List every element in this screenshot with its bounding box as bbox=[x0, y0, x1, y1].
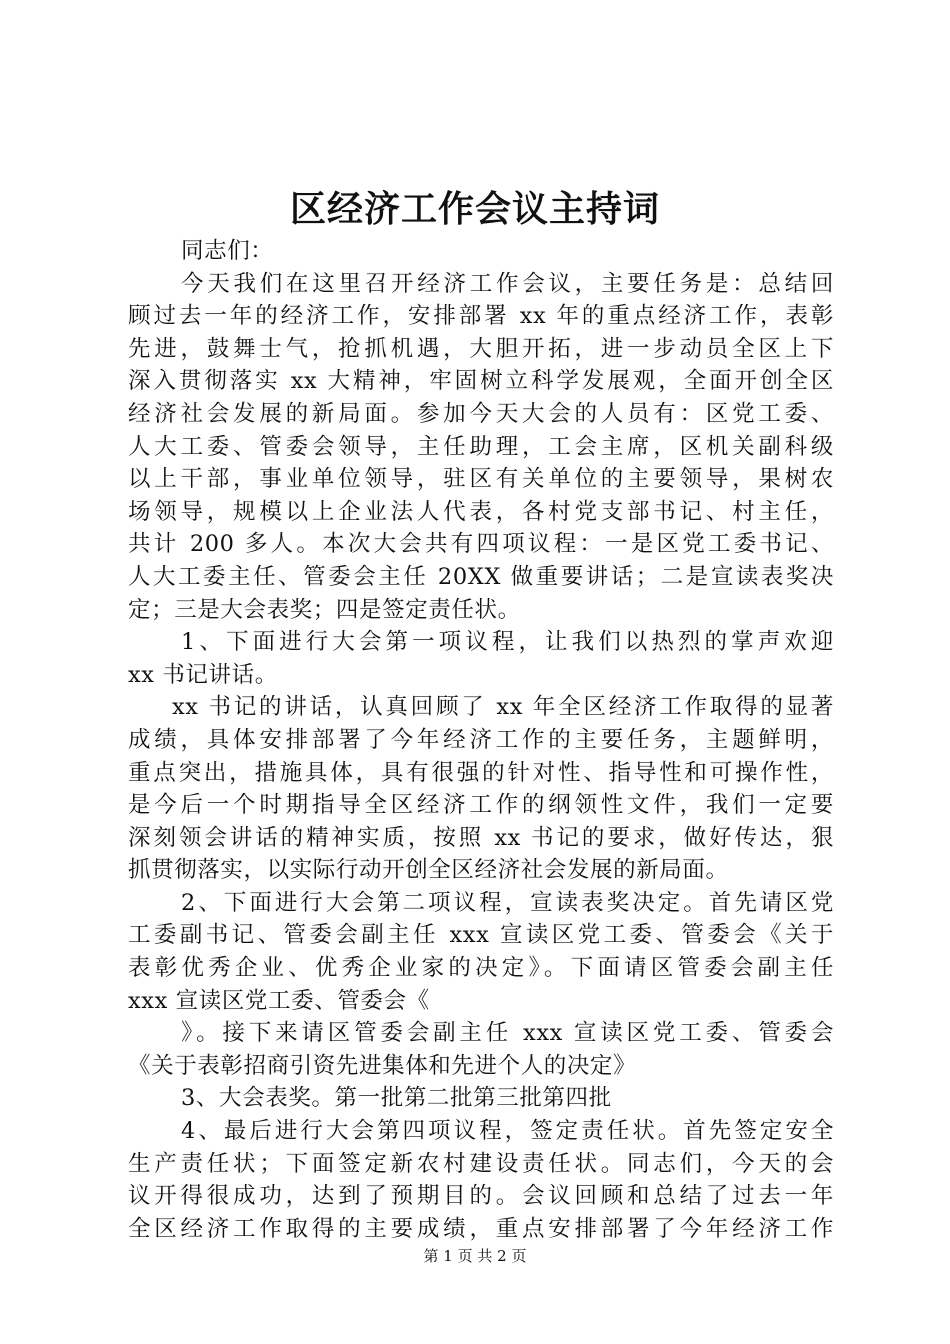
paragraph-line: 抓贯彻落实，以实际行动开创全区经济社会发展的新局面。 bbox=[128, 857, 729, 884]
paragraph-line: 场领导，规模以上企业法人代表，各村党支部书记、村主任， bbox=[128, 498, 834, 525]
document-body bbox=[128, 235, 834, 1245]
paragraph-line: 议开得很成功，达到了预期目的。会议回顾和总结了过去一年 bbox=[128, 1183, 834, 1210]
paragraph-line: 人大工委、管委会领导，主任助理，工会主席，区机关副科级 bbox=[128, 433, 834, 460]
salutation: 同志们： bbox=[181, 238, 274, 264]
paragraph-line: 《关于表彰招商引资先进集体和先进个人的决定》 bbox=[128, 1052, 637, 1079]
paragraph-line: xx 书记的讲话，认真回顾了 xx 年全区经济工作取得的显著 bbox=[172, 694, 834, 721]
paragraph-line: 成绩，具体安排部署了今年经济工作的主要任务，主题鲜明， bbox=[128, 726, 834, 753]
paragraph-line: 2、下面进行大会第二项议程，宣读表奖决定。首先请区党 bbox=[181, 889, 834, 916]
paragraph-line: 4、最后进行大会第四项议程，签定责任状。首先签定安全 bbox=[181, 1118, 834, 1145]
page-footer: 第 1 页 共 2 页 bbox=[423, 1247, 527, 1265]
paragraph-line: 深入贯彻落实 xx 大精神，牢固树立科学发展观，全面开创全区 bbox=[128, 368, 834, 395]
paragraph-line: 生产责任状；下面签定新农村建设责任状。同志们，今天的会 bbox=[128, 1150, 834, 1177]
paragraph-line: 以上干部，事业单位领导，驻区有关单位的主要领导，果树农 bbox=[128, 466, 834, 493]
paragraph-line: 经济社会发展的新局面。参加今天大会的人员有：区党工委、 bbox=[128, 400, 834, 427]
paragraph-line: 是今后一个时期指导全区经济工作的纲领性文件，我们一定要 bbox=[128, 792, 834, 819]
paragraph-line: 先进，鼓舞士气，抢抓机遇，大胆开拓，进一步动员全区上下 bbox=[128, 335, 834, 362]
paragraph-line: 重点突出，措施具体，具有很强的针对性、指导性和可操作性， bbox=[128, 759, 834, 786]
paragraph-line: 深刻领会讲话的精神实质，按照 xx 书记的要求，做好传达，狠 bbox=[128, 824, 834, 851]
paragraph-line: 定；三是大会表奖；四是签定责任状。 bbox=[128, 596, 521, 623]
paragraph-line: 工委副书记、管委会副主任 xxx 宣读区党工委、管委会《关于 bbox=[128, 922, 834, 949]
paragraph-line: xx 书记讲话。 bbox=[128, 661, 278, 688]
paragraph-line: 1、下面进行大会第一项议程，让我们以热烈的掌声欢迎 bbox=[181, 629, 834, 656]
paragraph-line: 今天我们在这里召开经济工作会议，主要任务是：总结回 bbox=[181, 270, 834, 297]
paragraph-line: xxx 宣读区党工委、管委会《 bbox=[128, 987, 430, 1014]
paragraph-line: 共计 200 多人。本次大会共有四项议程：一是区党工委书记、 bbox=[128, 531, 834, 558]
paragraph-line: 表彰优秀企业、优秀企业家的决定》。下面请区管委会副主任 bbox=[128, 955, 834, 982]
document-title: 区经济工作会议主持词 bbox=[289, 188, 660, 230]
paragraph-line: 全区经济工作取得的主要成绩，重点安排部署了今年经济工作 bbox=[128, 1215, 834, 1242]
paragraph-line: 人大工委主任、管委会主任 20XX 做重要讲话；二是宣读表奖决 bbox=[128, 563, 834, 590]
paragraph-line: 顾过去一年的经济工作，安排部署 xx 年的重点经济工作，表彰 bbox=[128, 303, 834, 330]
paragraph-line: 》。接下来请区管委会副主任 xxx 宣读区党工委、管委会 bbox=[181, 1020, 834, 1047]
paragraph-line: 3、大会表奖。第一批第二批第三批第四批 bbox=[181, 1085, 612, 1112]
